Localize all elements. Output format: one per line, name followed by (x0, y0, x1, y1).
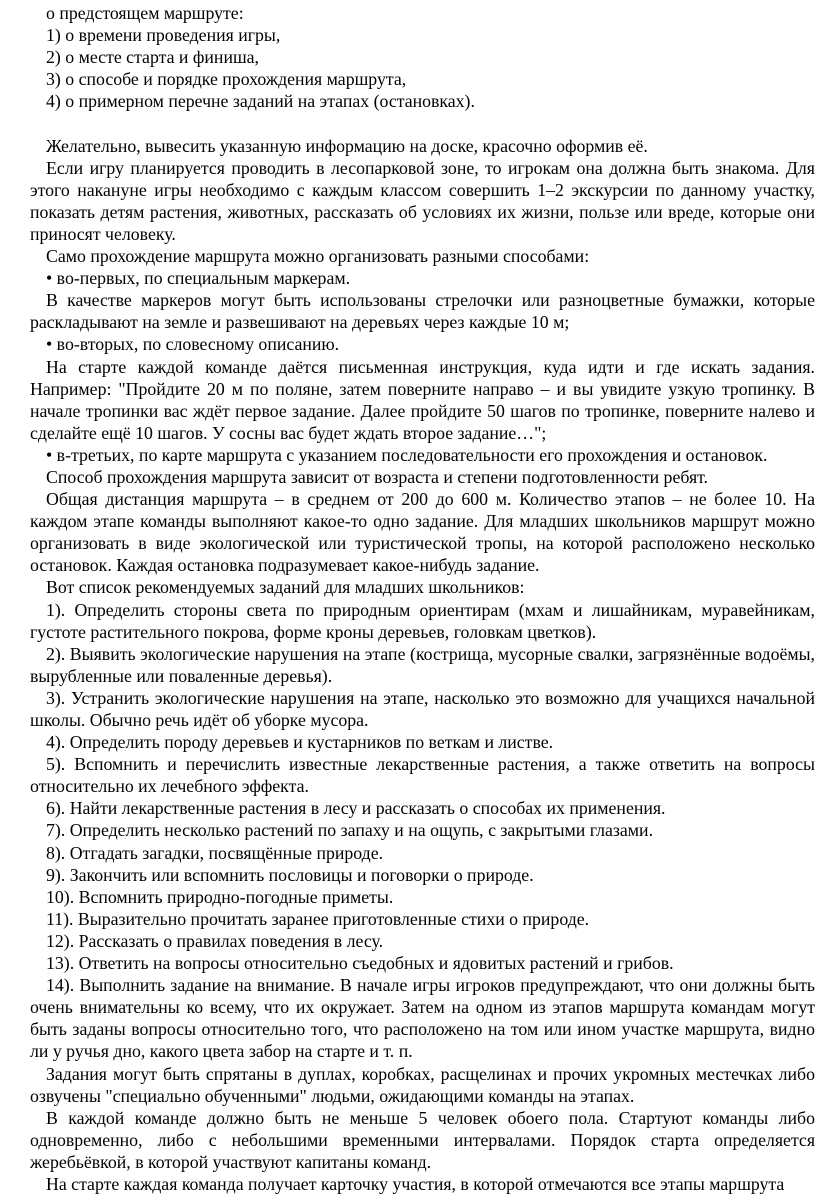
paragraph-hidden: Задания могут быть спрятаны в дуплах, коробках, расщелинах и прочих укромных местечках либо озвучены "специально обученными" людьми, ожидающими команды на этапах. (30, 1063, 815, 1106)
blank-line (30, 112, 815, 134)
task-item-6: 6). Найти лекарственные растения в лесу и рассказать о способах их применения. (46, 798, 666, 819)
task-item-1: 1). Определить стороны света по природным ориентирам (мхам и лишайникам, муравейникам, густоте растительного покрова, форме кроны деревьев, головкам цветков). (30, 599, 815, 642)
paragraph-distance: Общая дистанция маршрута – в среднем от 200 до 600 м. Количество этапов – не более 10. На каждом этапе команды выполняют какое-то одно задание. Для младших школьников маршрут можно организовать в виде экологической или туристической тропы, на которой расположено несколько остановок. Каждая остановка подразумевает какое-нибудь задание. (30, 489, 815, 576)
paragraph-ways: Само прохождение маршрута можно организовать разными способами: (46, 246, 590, 267)
task-item-3: 3). Устранить экологические нарушения на этапе, насколько это возможно для учащихся начальной школы. Обычно речь идёт об уборке мусора. (30, 687, 815, 730)
bullet-way-2: • во-вторых, по словесному описанию. (46, 334, 340, 355)
task-item-5: 5). Вспомнить и перечислить известные лекарственные растения, а также ответить на вопросы относительно их лечебного эффекта. (30, 754, 815, 797)
bullet-way-3: • в-третьих, по карте маршрута с указанием последовательности его прохождения и остановок. (46, 444, 768, 465)
intro-line: о предстоящем маршруте: (46, 3, 244, 23)
bullet-way-1: • во-первых, по специальным маркерам. (46, 268, 351, 289)
task-item-11: 11). Выразительно прочитать заранее приготовленные стихи о природе. (46, 908, 590, 929)
task-item-13: 13). Ответить на вопросы относительно съедобных и ядовитых растений и грибов. (46, 953, 674, 974)
paragraph-task-list-intro: Вот список рекомендуемых заданий для младших школьников: (46, 577, 525, 598)
paragraph-board: Желательно, вывесить указанную информацию на доске, красочно оформив её. (46, 135, 648, 156)
task-item-8: 8). Отгадать загадки, посвящённые природе. (46, 842, 384, 863)
paragraph-teams: В каждой команде должно быть не меньше 5 человек обоего пола. Стартуют команды либо одновременно, либо с небольшими временными интервалами. Порядок старта определяется жеребьёвкой, в которой участвуют капитаны команд. (30, 1107, 815, 1172)
paragraph-markers: В качестве маркеров могут быть использованы стрелочки или разноцветные бумажки, которые раскладывают на земле и развешивают на деревьях через каждые 10 м; (30, 290, 815, 333)
task-item-7: 7). Определить несколько растений по запаху и на ощупь, с закрытыми глазами. (46, 820, 654, 841)
task-item-9: 9). Закончить или вспомнить пословицы и поговорки о природе. (46, 864, 534, 885)
info-item-2: 2) о месте старта и финиша, (46, 47, 259, 68)
info-item-3: 3) о способе и порядке прохождения маршрута, (46, 69, 407, 90)
info-item-4: 4) о примерном перечне заданий на этапах (остановках). (46, 91, 475, 112)
task-item-12: 12). Рассказать о правилах поведения в лесу. (46, 930, 384, 951)
paragraph-card: На старте каждая команда получает карточку участия, в которой отмечаются все этапы маршрута (46, 1173, 785, 1194)
task-item-4: 4). Определить породу деревьев и кустарников по веткам и листве. (46, 732, 554, 753)
task-item-10: 10). Вспомнить природно-погодные приметы. (46, 886, 394, 907)
task-item-14: 14). Выполнить задание на внимание. В начале игры игроков предупреждают, что они должны быть очень внимательны ко всему, что их окружает. Затем на одном из этапов маршрута командам могут быть заданы вопросы относительно того, что расположено на том или ином участке маршрута, видно ли у ручья дно, какого цвета забор на старте и т. п. (30, 975, 815, 1062)
task-item-2: 2). Выявить экологические нарушения на этапе (кострища, мусорные свалки, загрязнённые водоёмы, вырубленные или поваленные деревья). (30, 643, 815, 686)
paragraph-forest: Если игру планируется проводить в лесопарковой зоне, то игрокам она должна быть знакома. Для этого накануне игры необходимо с каждым классом совершить 1–2 экскурсии по данному участку, показать детям растения, животных, рассказать об условиях их жизни, пользе или вреде, которые они приносят человеку. (30, 157, 815, 244)
paragraph-instruction: На старте каждой команде даётся письменная инструкция, куда идти и где искать задания. Например: "Пройдите 20 м по поляне, затем поверните направо – и вы увидите узкую тропинку. В начале тропинки вас ждёт первое задание. Далее пройдите 50 шагов по тропинке, поверните налево и сделайте ещё 10 шагов. У сосны вас будет ждать второе задание…"; (30, 356, 815, 443)
info-item-1: 1) о времени проведения игры, (46, 25, 281, 46)
paragraph-depends: Способ прохождения маршрута зависит от возраста и степени подготовленности ребят. (46, 466, 709, 487)
